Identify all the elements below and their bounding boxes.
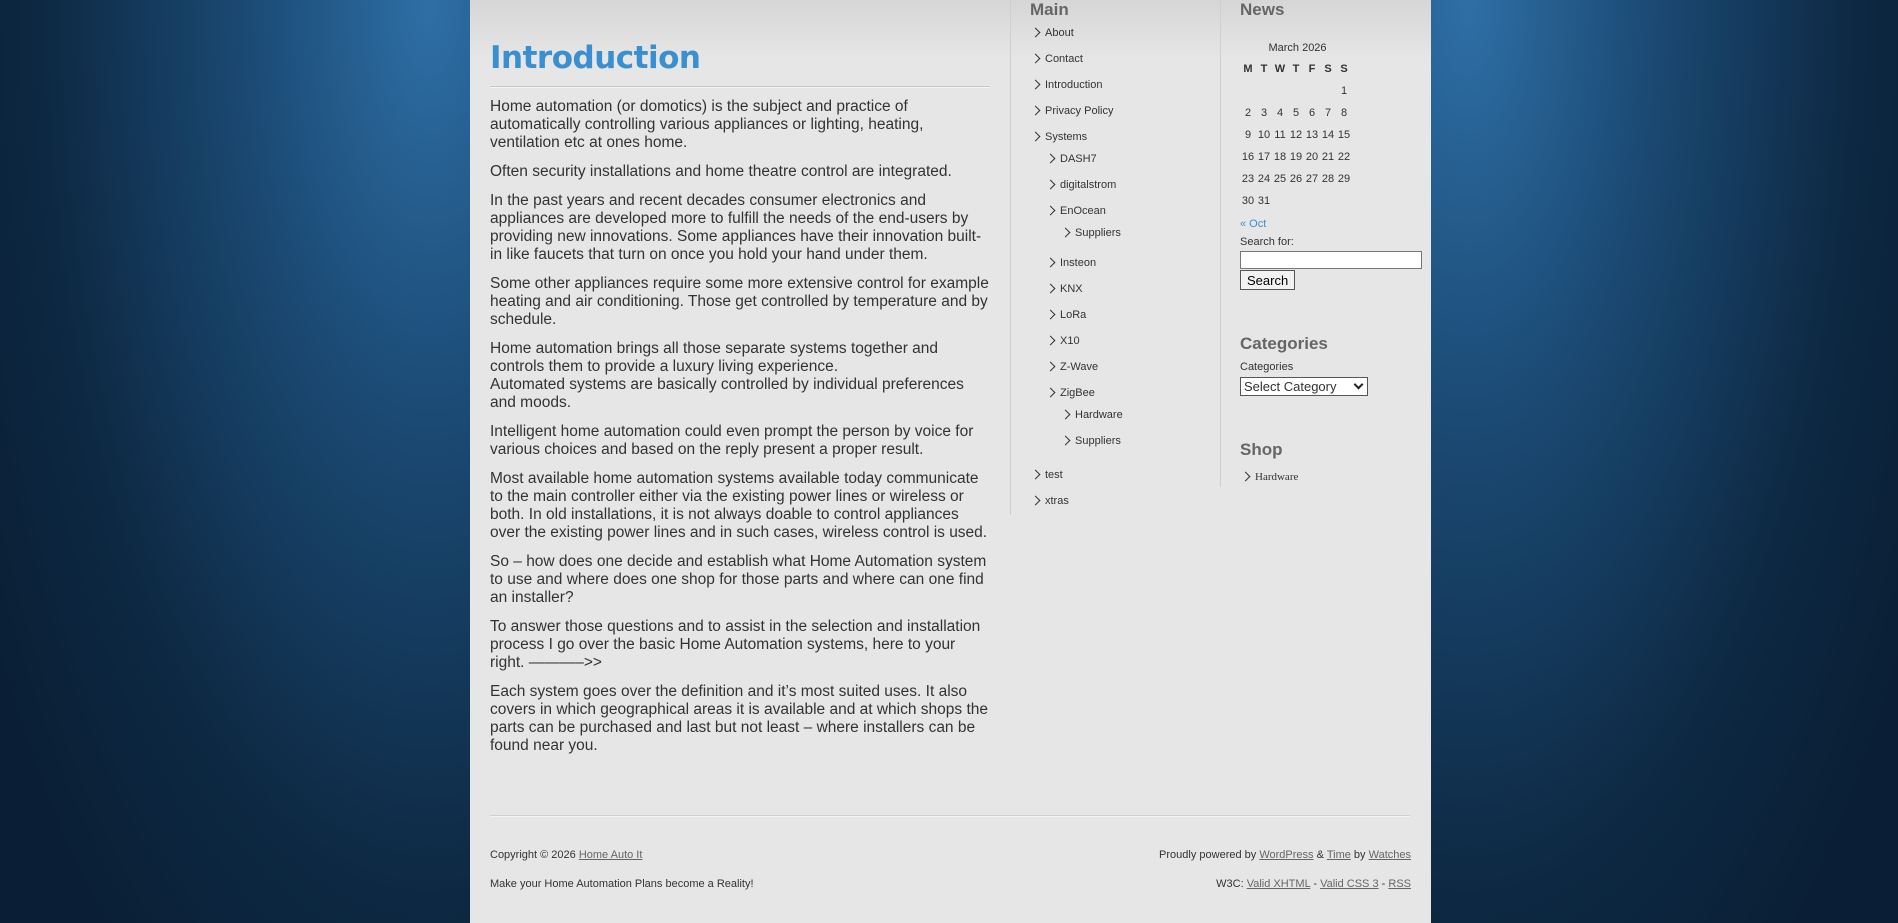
footer-divider [490, 815, 1410, 817]
paragraph: Home automation (or domotics) is the subject and practice of automatically controlling various appliances or lighting, heating, ventilation etc at ones home. [490, 98, 924, 151]
search-input[interactable] [1240, 251, 1422, 269]
calendar-day: 30 [1241, 195, 1255, 207]
calendar-day: 28 [1321, 173, 1335, 185]
calendar-prev-link[interactable]: « Oct [1240, 218, 1267, 230]
chevron-right-icon [1031, 28, 1041, 38]
calendar-day-header: T [1292, 63, 1300, 75]
chevron-right-icon [1046, 388, 1056, 398]
footer-powered: Proudly powered by WordPress & Time by Watches [1159, 849, 1411, 861]
calendar-day [1272, 190, 1288, 212]
footer-copyright: Copyright © 2026 Home Auto It [490, 849, 643, 861]
main-content [490, 40, 990, 766]
calendar-day: 31 [1257, 195, 1271, 207]
categories-title: Categories [1240, 334, 1328, 353]
chevron-right-icon [1046, 206, 1056, 216]
calendar-day: 5 [1292, 107, 1300, 119]
chevron-right-icon [1046, 362, 1056, 372]
calendar-day: 2 [1244, 107, 1252, 119]
category-select[interactable] [1240, 377, 1368, 396]
calendar-day: 15 [1337, 129, 1351, 141]
paragraph: To answer those questions and to assist in the selection and installation process I go over the basic Home Automation systems, here to your right. ———–>> [490, 618, 981, 671]
calendar-day [1256, 80, 1272, 102]
calendar-day: 17 [1257, 151, 1271, 163]
chevron-right-icon [1061, 410, 1071, 420]
site-link[interactable]: Home Auto It [578, 849, 643, 861]
paragraph: Automated systems are basically controlled by individual preferences and moods. [490, 376, 964, 411]
calendar-day: 9 [1244, 129, 1252, 141]
calendar-day [1272, 80, 1288, 102]
chevron-right-icon [1031, 132, 1041, 142]
paragraph: Most available home automation systems available today communicate to the main controller either via the existing power lines or wireless or both. In old installations, it is not always doable to control appliances over the existing power lines and in such cases, wireless control is used. [490, 470, 988, 541]
valid-css-link[interactable]: Valid CSS 3 [1320, 878, 1379, 890]
calendar-caption: March 2026 [1268, 42, 1327, 54]
search-label: Search for: [1240, 236, 1294, 248]
calendar-day: 25 [1273, 173, 1287, 185]
chevron-right-icon [1031, 106, 1041, 116]
calendar-day [1240, 80, 1256, 102]
calendar-day [1320, 190, 1336, 212]
background-left [0, 0, 470, 923]
paragraph: So – how does one decide and establish what Home Automation system to use and where does one shop for those parts and where can one find an installer? [490, 553, 987, 606]
calendar-day: 1 [1340, 85, 1348, 97]
chevron-right-icon [1031, 470, 1041, 480]
calendar-day [1304, 190, 1320, 212]
chevron-right-icon [1031, 80, 1041, 90]
categories-label: Categories [1240, 361, 1294, 373]
rss-link[interactable]: RSS [1388, 878, 1411, 890]
wordpress-link[interactable]: WordPress [1259, 849, 1314, 861]
chevron-right-icon [1046, 258, 1056, 268]
calendar-day-header: W [1274, 63, 1286, 75]
calendar [1240, 42, 1355, 212]
calendar-day-header: T [1260, 63, 1268, 75]
valid-xhtml-link[interactable]: Valid XHTML [1246, 878, 1311, 890]
chevron-down-icon [1354, 380, 1364, 390]
calendar-day: 16 [1241, 151, 1255, 163]
calendar-day: 3 [1260, 107, 1268, 119]
calendar-day: 12 [1289, 129, 1303, 141]
chevron-right-icon [1046, 180, 1056, 190]
paragraph: Some other appliances require some more extensive control for example heating and air conditioning. Those get controlled by temperature and by schedule. [490, 275, 989, 328]
calendar-day [1336, 190, 1352, 212]
calendar-day: 18 [1273, 151, 1287, 163]
main-menu-title: Main [1030, 0, 1069, 19]
paragraph: Often security installations and home theatre control are integrated. [490, 163, 952, 180]
calendar-day-header: F [1308, 63, 1316, 75]
calendar-day: 24 [1257, 173, 1271, 185]
paragraph: In the past years and recent decades consumer electronics and appliances are developed more to fulfill the needs of the end-users by providing new innovations. Some appliances have their innovation built-in like faucets that turn on once you hold your hand under them. [490, 192, 982, 263]
calendar-day: 29 [1337, 173, 1351, 185]
chevron-right-icon [1031, 496, 1041, 506]
calendar-day-header: S [1324, 63, 1332, 75]
calendar-day: 22 [1337, 151, 1351, 163]
calendar-day: 6 [1308, 107, 1316, 119]
calendar-table [1240, 58, 1352, 212]
calendar-day: 7 [1324, 107, 1332, 119]
watches-link[interactable]: Watches [1368, 849, 1411, 861]
title-divider [490, 86, 990, 88]
chevron-right-icon [1046, 284, 1056, 294]
calendar-day: 21 [1321, 151, 1335, 163]
calendar-day: 4 [1276, 107, 1284, 119]
calendar-day: 13 [1305, 129, 1319, 141]
footer-w3c: W3C: Valid XHTML - Valid CSS 3 - RSS [1216, 878, 1411, 890]
sidebar-divider [1220, 0, 1221, 487]
paragraph: Each system goes over the definition and it’s most suited uses. It also covers in which geographical areas it is available and at which shops the parts can be purchased and last but not least – where installers can be found near you. [490, 683, 989, 754]
calendar-day [1288, 190, 1304, 212]
calendar-day-header: M [1243, 63, 1253, 75]
chevron-right-icon [1046, 336, 1056, 346]
shop-title: Shop [1240, 440, 1283, 459]
chevron-right-icon [1061, 228, 1071, 238]
paragraph: Intelligent home automation could even prompt the person by voice for various choices and based on the reply present a proper result. [490, 423, 974, 458]
sidebar-divider [1010, 0, 1011, 515]
calendar-day: 19 [1289, 151, 1303, 163]
chevron-right-icon [1031, 54, 1041, 64]
calendar-day-header: S [1340, 63, 1348, 75]
page-container: Introduction Home automation (or domotics) is the subject and practice of automatically controlling various appliances or lighting, heating, ventilation etc at ones home. Often security installations and home theatre control are integrated. In the past years and recent decades consumer electronics and appliances are developed more to fulfill the needs of the end-users by providing new innovations. Some appliances have their innovation built-in like faucets that turn on once you hold your hand under them. Some other appliances require some more extensive control for example heating and air conditioning. Those get controlled by temperature and by schedule. Home automation brings all those separate systems together and controls them to provide a luxury living experience. Automated systems are basically controlled by individual preferences and moods. Intelligent home automation could even prompt the person by voice for various choices and based on the reply present a proper result. Most available home automation systems available today communicate to the main controller either via the existing power lines or wireless or both. In old installations, it is not always doable to control appliances over the existing power lines and in such cases, wireless control is used. So – how does one decide and establish what Home Automation system to use and where does one shop for those parts and where can one find an installer? To answer those questions and to assist in the selection and installation process I go over the basic Home Automation systems, here to your right. ———–>> Each system goes over the definition and it’s most suited uses. It also covers in which geographical areas it is available and at which shops the parts can be purchased and last but not least – where installers can be found near you. Main About Contact Introduction Privacy Policy Systems DASH7 digitalstrom EnOcean Suppliers Insteon KNX LoRa X10 Z-Wave ZigBee Hardware Suppliers test xtras News March 2026 M T W T F S S 1 2 3 4 5 6 7 8 9 10 11 12 13 14 15 16 17 18 19 20 21 22 23 24 25 26 27 28 29 30 31 « Oct Search for: Search Categories Categories Select Category Shop Hardware Copyright © 2026 Home Auto It Make your Home Automation Plans become a Reality! Proudly powered by WordPress & Time by Watches W3C: Valid XHTML - Valid CSS 3 - RSS [470, 0, 1431, 923]
chevron-right-icon [1046, 310, 1056, 320]
calendar-day: 10 [1257, 129, 1271, 141]
search-button[interactable]: Search [1240, 270, 1295, 290]
calendar-day: 14 [1321, 129, 1335, 141]
chevron-right-icon [1241, 472, 1251, 482]
chevron-right-icon [1046, 154, 1056, 164]
calendar-day: 23 [1241, 173, 1255, 185]
calendar-day [1304, 80, 1320, 102]
calendar-day: 8 [1340, 107, 1348, 119]
calendar-day: 27 [1305, 173, 1319, 185]
footer-tagline: Make your Home Automation Plans become a Reality! [490, 878, 754, 890]
paragraph: Home automation brings all those separate systems together and controls them to provide a luxury living experience. [490, 340, 939, 375]
page-title: Introduction [490, 40, 701, 76]
calendar-day: 20 [1305, 151, 1319, 163]
chevron-right-icon [1061, 436, 1071, 446]
calendar-day: 11 [1274, 129, 1286, 141]
calendar-day [1288, 80, 1304, 102]
news-title: News [1240, 0, 1285, 19]
background-right [1428, 0, 1898, 923]
calendar-day: 26 [1289, 173, 1303, 185]
category-select-value: Select Category [1244, 379, 1337, 394]
calendar-day [1320, 80, 1336, 102]
time-link[interactable]: Time [1326, 849, 1351, 861]
